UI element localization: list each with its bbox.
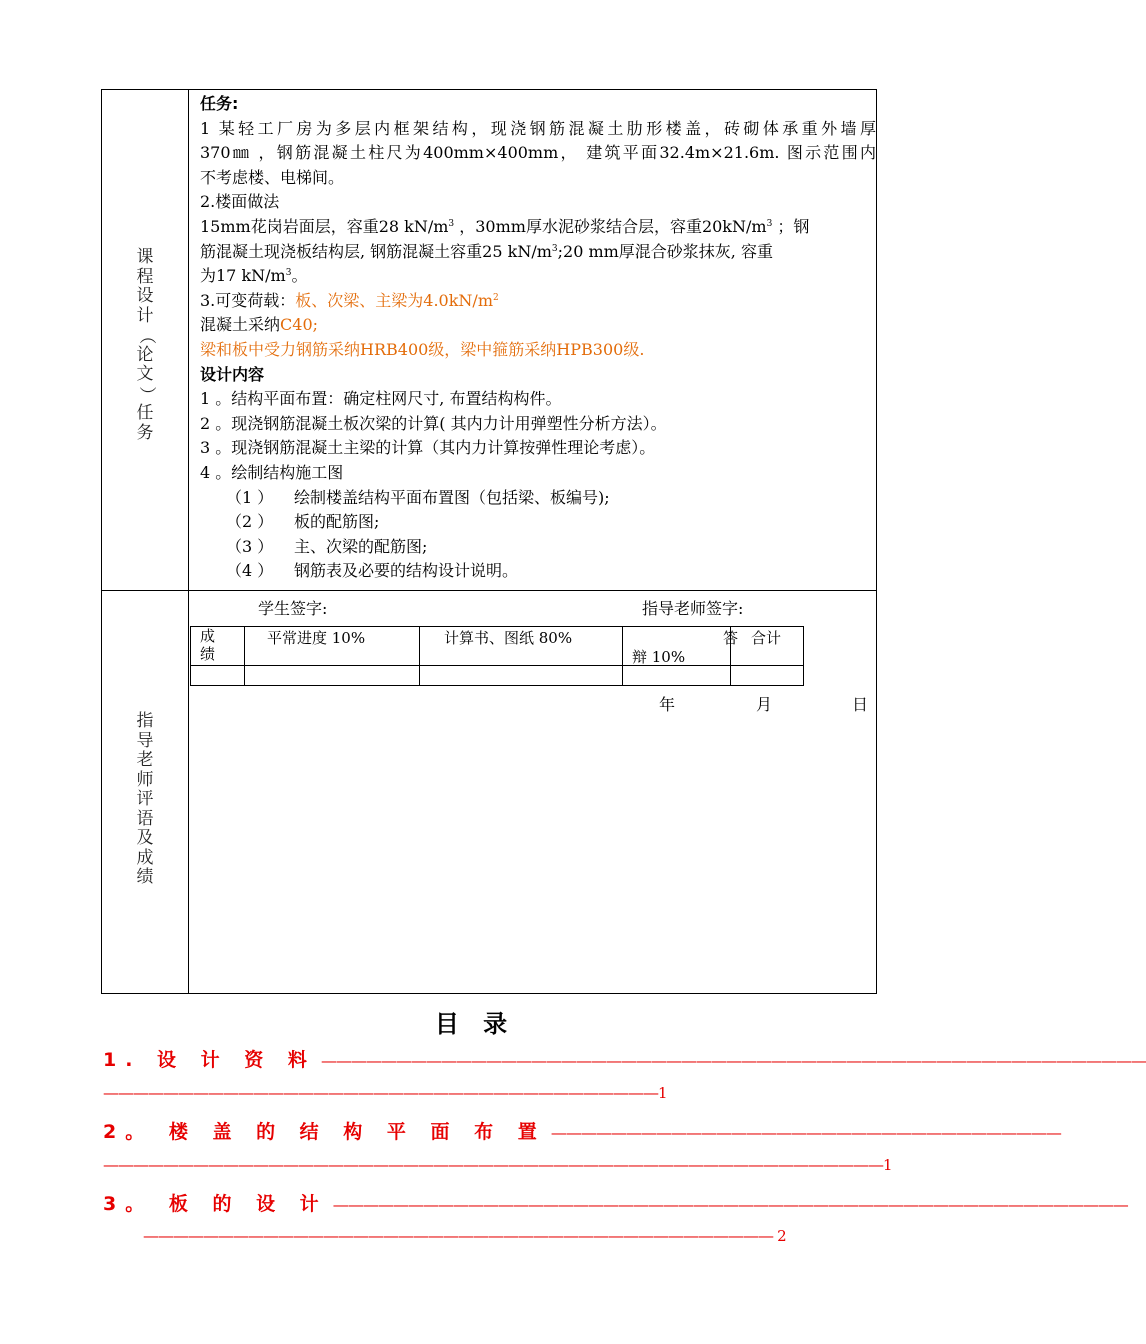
grade-value-cell[interactable] — [420, 666, 623, 686]
toc-entry-continuation[interactable] — [143, 1226, 787, 1245]
label-char: 指 — [136, 711, 154, 731]
toc-title: 目 录 — [434, 1010, 516, 1038]
grade-defense-cell — [623, 627, 739, 666]
grade-value-row — [191, 666, 804, 686]
subitem-text: 主、次梁的配筋图; — [294, 536, 428, 556]
label-char: 绩 — [136, 867, 154, 887]
row-label-teacher-comment — [102, 712, 188, 888]
toc-leader: —————————————————————————————————————————— — [143, 1226, 778, 1245]
label-char: 成 — [136, 847, 154, 868]
toc-leader: ——————————————————————————————————————————————————————— — [321, 1051, 1146, 1070]
toc-page-number: 1 — [658, 1084, 668, 1102]
toc-entry[interactable] — [103, 1117, 1061, 1144]
teacher-signature-label: 指导老师签字: — [642, 599, 744, 618]
floor-text-line — [200, 215, 876, 240]
task-description — [200, 92, 876, 584]
floor-text-line — [200, 264, 876, 289]
grade-defense-text: 辩 10% — [632, 648, 686, 666]
toc-leader: —————————————————————————————————— — [550, 1123, 1061, 1142]
grade-value-cell[interactable] — [245, 666, 420, 686]
label-char: 任 — [136, 403, 154, 423]
label-char: 文 — [136, 364, 154, 384]
grade-total-cell: 合计 — [731, 627, 804, 666]
floor-text: ；钢 — [772, 216, 810, 236]
label-char: 课 — [136, 247, 154, 267]
student-signature-label: 学生签字: — [258, 599, 328, 618]
grade-header-row — [191, 627, 804, 666]
live-load-label: 3.可变荷载： — [200, 290, 296, 310]
grade-progress-cell: 平常进度 10% — [245, 627, 420, 666]
subitem-text: 绘制楼盖结构平面布置图（包括梁、板编号); — [294, 487, 610, 507]
toc-heading: 1. 设 计 资 料 — [103, 1049, 316, 1071]
floor-text-line — [200, 240, 876, 265]
toc-heading: 3。 板 的 设 计 — [103, 1193, 328, 1215]
grade-value-cell[interactable] — [623, 666, 731, 686]
subitem-number: （4 ） — [226, 561, 274, 581]
floor-text: ;20 mm厚混合砂浆抹灰, 容重 — [557, 241, 773, 261]
label-char: 论 — [136, 344, 154, 365]
content-subitem — [200, 559, 876, 584]
grade-calc-cell: 计算书、图纸 80% — [420, 627, 623, 666]
toc-page-number: 1 — [883, 1156, 893, 1174]
live-load-line — [200, 289, 876, 314]
rebar-line: 梁和板中受力钢筋采纳HRB400级，梁中箍筋采纳HPB300级. — [200, 339, 645, 359]
label-char: 务 — [136, 422, 154, 443]
date-day: 日 — [852, 695, 869, 714]
subitem-number: （1 ） — [226, 487, 274, 507]
label-char: 语 — [136, 808, 154, 829]
table-column-divider — [188, 90, 189, 993]
floor-text: ，30mm厚水泥砂浆结合层，容重20kN/m — [454, 216, 767, 236]
task-text-line: 不考虑楼、电梯间。 — [200, 167, 345, 187]
label-char: 程 — [136, 266, 154, 287]
content-subitem — [200, 535, 876, 560]
content-heading: 设计内容 — [200, 364, 265, 384]
toc-entry-continuation[interactable] — [103, 1083, 668, 1102]
table-row-divider — [102, 590, 876, 591]
subitem-number: （2 ） — [226, 512, 274, 532]
toc-leader: ———————————————————————————————————————————————————— — [103, 1155, 883, 1174]
label-char: 及 — [136, 828, 154, 848]
assignment-table — [101, 89, 877, 994]
superscript: 3 — [766, 218, 773, 229]
label-char: 导 — [136, 730, 154, 751]
label-char: 评 — [136, 789, 154, 809]
row-label-course-task — [102, 248, 188, 443]
label-char: （ — [135, 327, 156, 345]
superscript: 3 — [551, 243, 558, 254]
subitem-number: （3 ） — [226, 536, 274, 556]
live-load-value: 板、次梁、主梁为4.0kN/m — [295, 290, 493, 310]
content-item: 3 。现浇钢筋混凝土主梁的计算（其内力计算按弹性理论考虑）。 — [200, 438, 656, 458]
grade-head-cell — [191, 627, 245, 666]
toc-heading: 2。 楼 盖 的 结 构 平 面 布 置 — [103, 1121, 546, 1143]
superscript: 2 — [493, 292, 499, 303]
task-text-line: 370㎜ ，钢筋混凝土柱尺为400mm×400mm， 建筑平面32.4m×21.6m. 图示范围内 — [200, 143, 876, 163]
grade-value-cell[interactable] — [731, 666, 804, 686]
task-heading: 任务: — [200, 94, 239, 113]
concrete-value: C40; — [280, 315, 319, 335]
grade-value-cell[interactable] — [191, 666, 245, 686]
floor-text: 。 — [291, 266, 308, 286]
content-item: 2 。现浇钢筋混凝土板次梁的计算( 其内力计用弹塑性分析方法）。 — [200, 413, 667, 433]
grade-table — [190, 626, 804, 686]
label-char: 老 — [136, 750, 154, 770]
subitem-text: 板的配筋图; — [294, 512, 380, 532]
floor-text: 为17 kN/m — [200, 266, 286, 286]
label-char: 计 — [136, 305, 154, 326]
concrete-line — [200, 313, 876, 338]
toc-entry[interactable] — [103, 1189, 1128, 1216]
floor-heading: 2.楼面做法 — [200, 192, 280, 212]
date-month: 月 — [756, 695, 773, 714]
floor-text: 15mm花岗岩面层，容重28 kN/m — [200, 216, 449, 236]
toc-page-number: 2 — [777, 1227, 787, 1245]
concrete-label: 混凝土采纳 — [200, 315, 281, 335]
toc-leader: ————————————————————————————————————— — [103, 1083, 658, 1102]
grade-head-text: 绩 — [200, 645, 216, 663]
label-char: 师 — [136, 769, 154, 790]
content-item: 1 。结构平面布置：确定柱网尺寸, 布置结构构件。 — [200, 389, 562, 409]
toc-leader: ————————————————————————————————————————————————————— — [332, 1195, 1128, 1214]
subitem-text: 钢筋表及必要的结构设计说明。 — [294, 561, 519, 581]
task-text-line: 1 某轻工厂房为多层内框架结构，现浇钢筋混凝土肋形楼盖，砖砌体承重外墙厚 — [200, 118, 876, 138]
floor-text: 筋混凝土现浇板结构层, 钢筋混凝土容重25 kN/m — [200, 241, 552, 261]
superscript: 3 — [285, 268, 292, 279]
superscript: 3 — [448, 218, 455, 229]
date-year: 年 — [659, 695, 676, 714]
content-subitem — [200, 510, 876, 535]
content-subitem — [200, 486, 876, 511]
grade-head-text: 成 — [200, 627, 216, 645]
grade-defense-text: 答 — [723, 629, 739, 647]
content-item: 4 。绘制结构施工图 — [200, 462, 344, 482]
toc-entry[interactable] — [103, 1045, 1146, 1072]
toc-entry-continuation[interactable] — [103, 1155, 893, 1174]
label-char: ） — [135, 385, 156, 403]
label-char: 设 — [136, 286, 154, 306]
